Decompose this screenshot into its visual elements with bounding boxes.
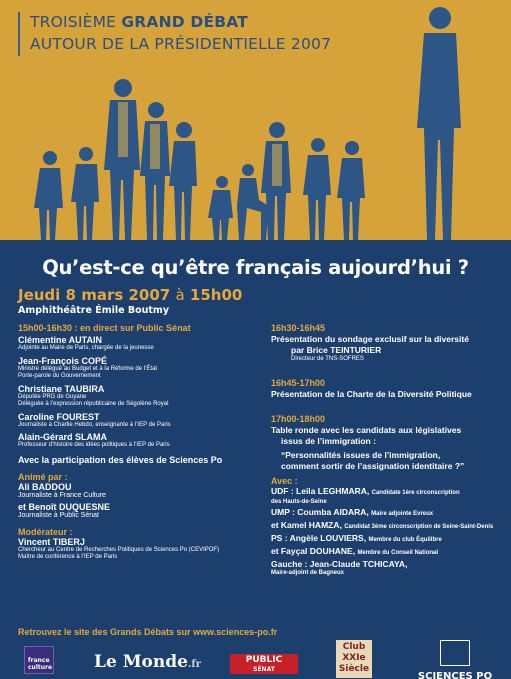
sciences-po-text: SCIENCES PO — [417, 671, 493, 679]
right-column — [271, 323, 506, 576]
le-monde-logo — [94, 652, 201, 672]
candidate-note: Candidat 3ème circonscription de Seine-Saint-Denis — [344, 523, 494, 530]
session-2-by-desc: Directeur de TNS-SOFRES — [291, 356, 364, 362]
session-3-text: Présentation de la Charte de la Diversité Politique — [271, 388, 472, 399]
speaker-name: Alain-Gérard SLAMA — [18, 432, 108, 442]
session-4-text: Table ronde avec les candidats aux législatives — [271, 424, 462, 435]
event-time: 15h00 — [189, 286, 243, 304]
candidate-line — [271, 546, 506, 559]
sciences-po-crest-icon — [440, 640, 470, 666]
candidate-line — [271, 559, 506, 570]
candidate-note: Membre du Conseil National — [357, 549, 439, 556]
session-2-by: par Brice TEINTURIER — [291, 345, 382, 355]
event-at: à — [175, 286, 185, 304]
public-senat-logo — [230, 654, 298, 674]
header-prefix: TROISIÈME — [30, 13, 117, 31]
animator-desc: Journaliste à Public Sénat — [18, 512, 99, 519]
participation-note: Avec la participation des élèves de Sciences Po — [18, 454, 223, 465]
speaker-name: Caroline FOUREST — [18, 411, 100, 422]
session-4-quote: “Personnalités issues de l’immigration, — [281, 449, 441, 460]
header-strong: GRAND DÉBAT — [121, 13, 249, 31]
session-2-text: Présentation du sondage exclusif sur la diversité — [271, 334, 469, 344]
candidate-extra: des Hauts-de-Seine — [271, 498, 327, 505]
animator-name: et Benoît DUQUESNE — [18, 502, 111, 512]
header-band — [0, 0, 511, 240]
le-monde-suffix: .fr — [187, 659, 201, 670]
candidate-note: Candidate 1ère circonscription — [371, 489, 460, 496]
sponsor-logos — [0, 640, 511, 679]
speaker-desc: Journaliste à Charlie Hebdo, enseignante à l’IEP de Paris — [18, 421, 171, 428]
candidate-extra: Maire-adjoint de Bagneux — [271, 569, 345, 576]
club-xxie-siecle-logo: Club XXIe Siècle — [336, 640, 372, 678]
speaker-desc: Professeur d’histoire des idées politiques à l’IEP de Paris — [18, 442, 170, 448]
event-day: Jeudi 8 mars 2007 — [18, 286, 171, 304]
moderator-desc: Maître de conférence à l’IEP de Paris — [18, 554, 118, 560]
animator-name: Ali BADDOU — [18, 481, 72, 492]
speaker-name: Clémentine AUTAIN — [18, 335, 103, 345]
candidate-line — [271, 507, 506, 520]
candidate-line — [271, 520, 506, 533]
website-link[interactable]: Retrouvez le site des Grands Débats sur www.sciences-po.fr — [18, 627, 278, 637]
candidate-main: PS : Angèle LOUVIERS, — [271, 532, 367, 543]
candidate-note: Maire adjointe Evreux — [371, 510, 434, 517]
candidates-label: Avec : — [271, 475, 298, 486]
session-4-time: 17h00-18h00 — [271, 413, 326, 424]
speaker-name: Jean-François COPÉ — [18, 355, 108, 366]
candidate-note: Membre du club Équilibre — [368, 536, 442, 543]
session-2-time: 16h30-16h45 — [271, 323, 326, 333]
le-monde-text: Le Monde — [94, 652, 188, 672]
left-column — [18, 323, 268, 562]
animators-label: Animé par : — [18, 471, 68, 482]
session-3-time: 16h45-17h00 — [271, 377, 326, 388]
candidate-main: UDF : Leila LEGHMARA, — [271, 485, 370, 496]
public-senat-text: PUBLIC — [245, 655, 283, 665]
speaker-desc: Députée PRG de Guyane — [18, 393, 87, 400]
france-culture-logo — [24, 646, 54, 674]
session-1-heading: 15h00-16h30 : en direct sur Public Sénat — [18, 323, 191, 333]
speaker-desc: Adjointe au Maire de Paris, chargée de la jeunesse — [18, 345, 154, 351]
event-venue: Amphithéâtre Émile Boutmy — [18, 305, 170, 316]
header-line-2: AUTOUR DE LA PRÉSIDENTIELLE 2007 — [30, 35, 332, 53]
speaker-name: Christiane TAUBIRA — [18, 383, 105, 394]
public-senat-sub: SÉNAT — [253, 666, 275, 673]
france-culture-text: france culture — [28, 657, 53, 671]
candidate-main: Gauche : Jean-Claude TCHICAYA, — [271, 558, 408, 569]
speaker-desc: Déléguée à l’expression républicaine de Ségolène Royal — [18, 401, 169, 407]
main-question: Qu’est-ce qu’être français aujourd’hui ? — [42, 256, 469, 279]
animator-desc: Journaliste à France Culture — [18, 491, 106, 499]
moderator-label: Modérateur : — [18, 526, 73, 537]
speaker-desc: Ministre délégué au Budget et à la Réforme de l’État — [18, 365, 158, 372]
sciences-po-logo — [410, 640, 500, 679]
candidate-main: et Kamel HAMZA, — [271, 519, 342, 530]
session-4-quote: comment sortir de l’assignation identitaire ?” — [281, 460, 465, 471]
candidate-main: et Fayçal DOUHANE, — [271, 545, 356, 556]
speaker-desc: Porte-parole du Gouvernement — [18, 373, 101, 379]
candidate-line — [271, 486, 506, 499]
session-4-text: issus de l’immigration : — [281, 435, 376, 446]
event-date — [18, 286, 242, 304]
candidate-line — [271, 533, 506, 546]
moderator-desc: Chercheur au Centre de Recherches Politiques de Sciences Po (CEVIPOF) — [18, 546, 220, 553]
candidate-main: UMP : Coumba AIDARA, — [271, 506, 369, 517]
moderator-name: Vincent TIBERJ — [18, 536, 85, 547]
silhouettes-illustration — [0, 0, 511, 240]
